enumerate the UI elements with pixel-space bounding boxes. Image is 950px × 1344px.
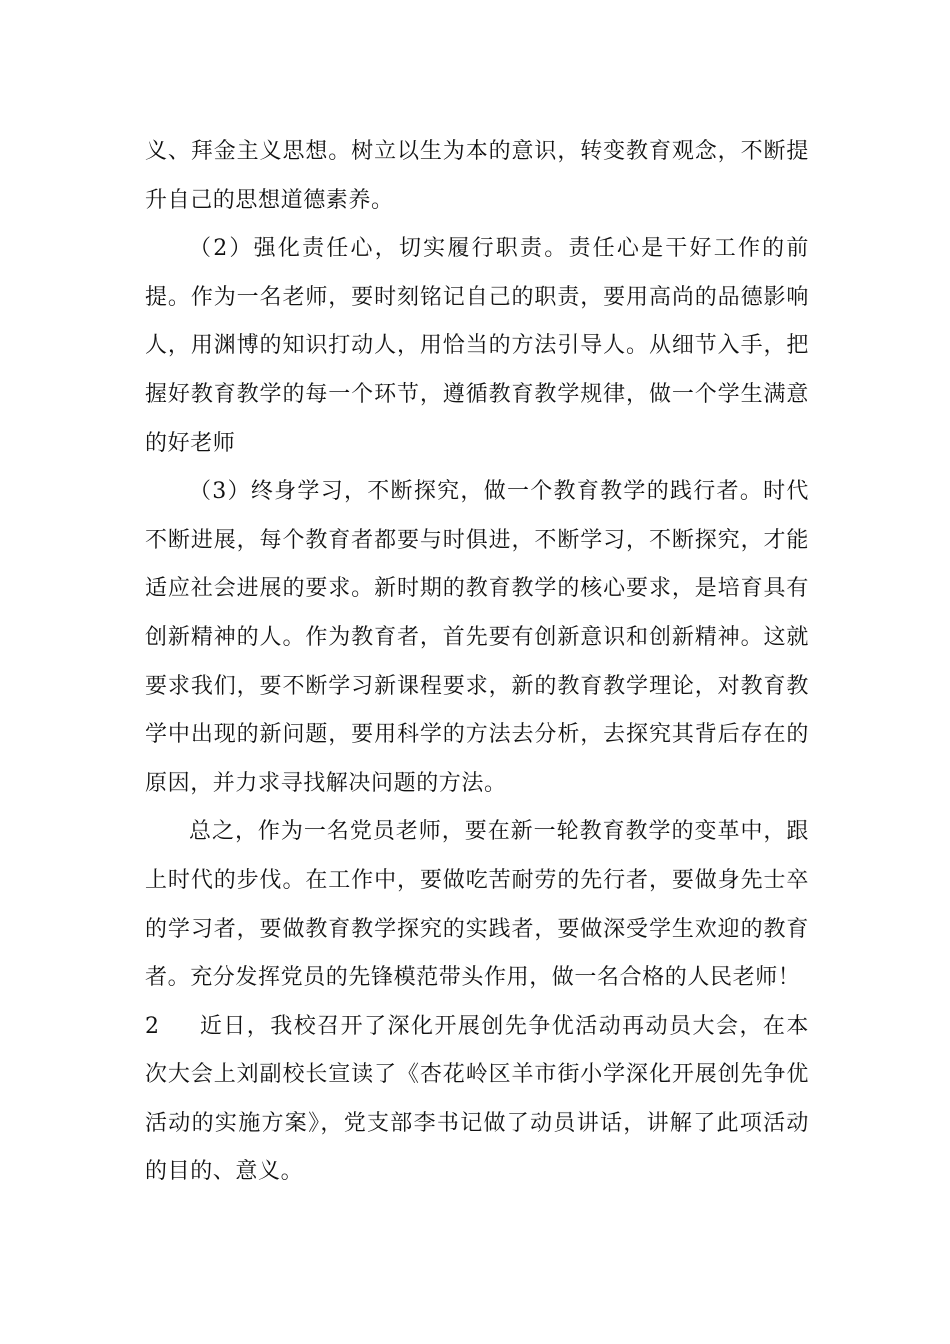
paragraph-responsibility: （2）强化责任心，切实履行职责。责任心是干好工作的前提。作为一名老师，要时刻铭记自己的职责，要用高尚的品德影响人，用渊博的知识打动人，用恰当的方法引导人。从细节入手，把握好教育教学的每一个环节，遵循教育教学规律，做一个学生满意的好老师 xyxy=(145,236,809,456)
document-body xyxy=(145,128,809,1197)
paragraph-numbered-text: 近日，我校召开了深化开展创先争优活动再动员大会，在本次大会上刘副校长宣读了《杏花岭区羊市街小学深化开展创先争优活动的实施方案》，党支部李书记做了动员讲话，讲解了此项活动的目的、意义。 xyxy=(145,1013,809,1185)
paragraph-numbered xyxy=(145,1003,809,1197)
paragraph-conclusion: 总之，作为一名党员老师，要在新一轮教育教学的变革中，跟上时代的步伐。在工作中，要做吃苦耐劳的先行者，要做身先士卒的学习者，要做教育教学探究的实践者，要做深受学生欢迎的教育者。充分发挥党员的先锋模范带头作用，做一名合格的人民老师！ xyxy=(145,819,809,991)
paragraph-lifelong-learning: （3）终身学习，不断探究，做一个教育教学的践行者。时代不断进展，每个教育者都要与时俱进，不断学习，不断探究，才能适应社会进展的要求。新时期的教育教学的核心要求，是培育具有创新精神的人。作为教育者，首先要有创新意识和创新精神。这就要求我们，要不断学习新课程要求，新的教育教学理论，对教育教学中出现的新问题，要用科学的方法去分析，去探究其背后存在的原因，并力求寻找解决问题的方法。 xyxy=(145,479,809,796)
item-number: 2 xyxy=(145,1013,160,1039)
paragraph-continuation: 义、拜金主义思想。树立以生为本的意识，转变教育观念，不断提升自己的思想道德素养。 xyxy=(145,139,809,213)
